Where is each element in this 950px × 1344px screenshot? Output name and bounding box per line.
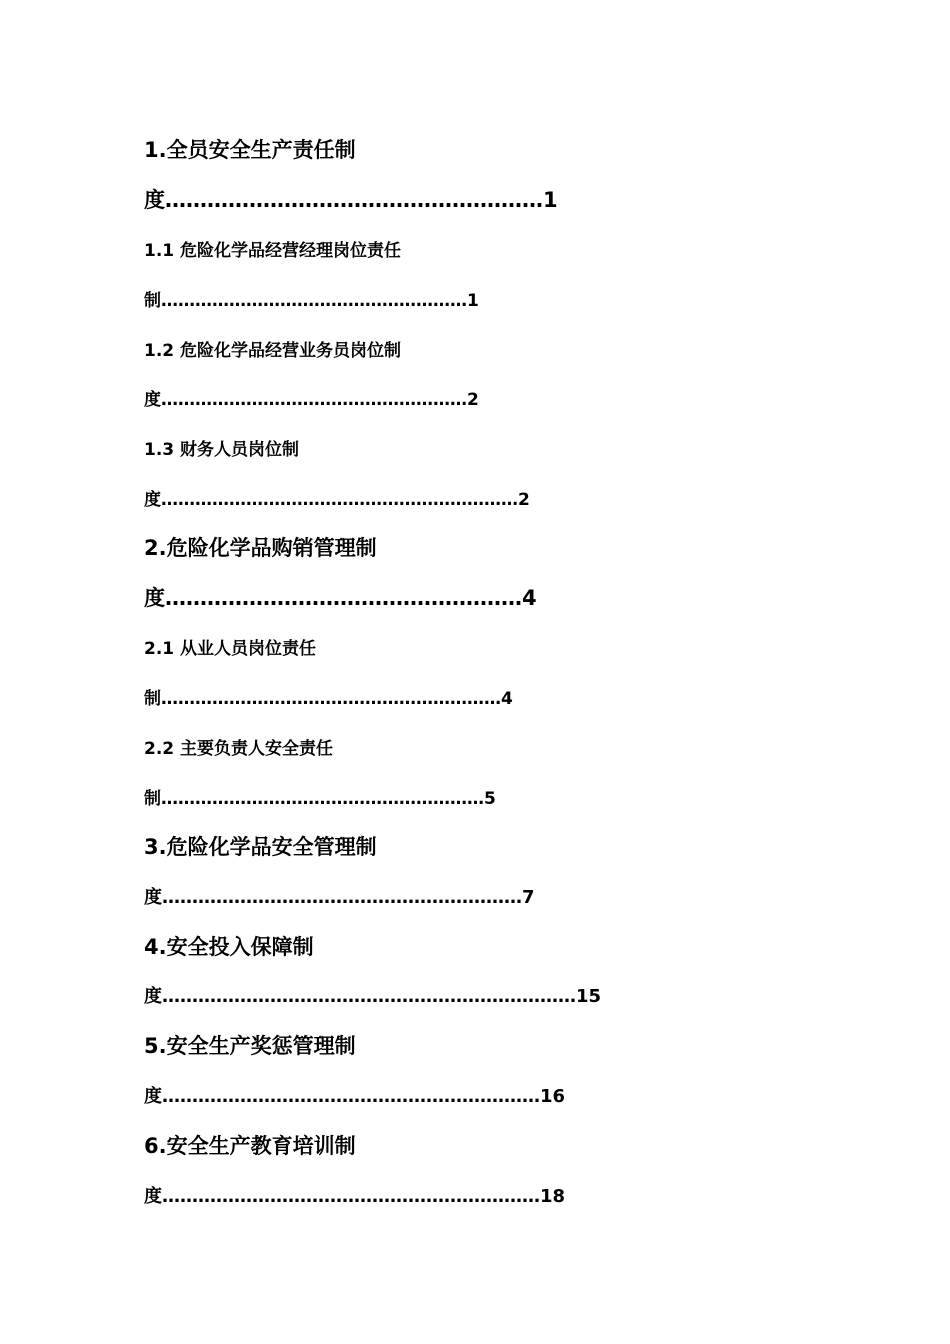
toc-entry-1-2-page[interactable]: 度………………………………………………2 bbox=[144, 390, 479, 411]
toc-entry-2-page[interactable]: 度……………………………………………4 bbox=[144, 586, 537, 611]
toc-entry-1-page[interactable]: 度………………………………………………1 bbox=[144, 187, 558, 212]
toc-entry-2-title[interactable]: 2.危险化学品购销管理制 bbox=[144, 536, 377, 561]
toc-entry-5-page[interactable]: 度………………………………………………………16 bbox=[144, 1086, 566, 1108]
toc-entry-1-1-title[interactable]: 1.1 危险化学品经营经理岗位责任 bbox=[144, 240, 402, 261]
toc-entry-6-page[interactable]: 度………………………………………………………18 bbox=[144, 1185, 566, 1207]
toc-entry-1-2-title[interactable]: 1.2 危险化学品经营业务员岗位制 bbox=[144, 340, 402, 361]
toc-entry-1-1-page[interactable]: 制………………………………………………1 bbox=[144, 290, 479, 311]
toc-entry-3-page[interactable]: 度……………………………………………………7 bbox=[144, 886, 535, 908]
toc-entry-1-3-title[interactable]: 1.3 财务人员岗位制 bbox=[144, 440, 300, 461]
toc-entry-1-3-page[interactable]: 度………………………………………………………2 bbox=[144, 489, 530, 510]
table-of-contents bbox=[144, 124, 864, 1220]
toc-entry-3-title[interactable]: 3.危险化学品安全管理制 bbox=[144, 835, 377, 860]
toc-entry-2-2-page[interactable]: 制…………………………………………………5 bbox=[144, 788, 496, 809]
toc-entry-2-1-title[interactable]: 2.1 从业人员岗位责任 bbox=[144, 639, 317, 660]
toc-entry-6-title[interactable]: 6.安全生产教育培训制 bbox=[144, 1133, 356, 1158]
toc-entry-1-title[interactable]: 1.全员安全生产责任制 bbox=[144, 137, 356, 162]
toc-entry-2-1-page[interactable]: 制……………………………………………………4 bbox=[144, 689, 513, 710]
toc-entry-2-2-title[interactable]: 2.2 主要负责人安全责任 bbox=[144, 738, 334, 759]
toc-entry-4-title[interactable]: 4.安全投入保障制 bbox=[144, 934, 314, 959]
toc-entry-4-page[interactable]: 度……………………………………………………………15 bbox=[144, 986, 602, 1008]
toc-entry-5-title[interactable]: 5.安全生产奖惩管理制 bbox=[144, 1034, 356, 1059]
